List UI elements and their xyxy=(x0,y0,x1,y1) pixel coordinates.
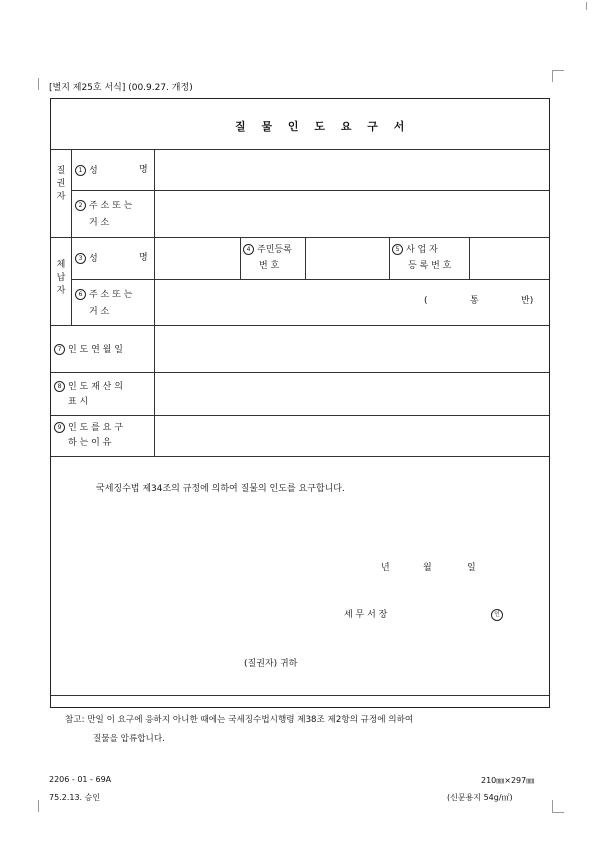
rule-reason xyxy=(51,456,549,457)
debtor-address-label-2: 거 소 xyxy=(89,307,110,317)
crop-mark-bottom-right-v xyxy=(552,800,553,812)
creditor-address-label-2: 거 소 xyxy=(89,218,110,228)
crop-mark-corner xyxy=(586,2,587,10)
reason-label-2: 하 는 이 유 xyxy=(68,438,112,448)
debtor-business-label-2: 등 록 번 호 xyxy=(408,261,452,271)
debtor-address-field[interactable] xyxy=(155,280,548,324)
form-title: 질 물 인 도 요 구 서 xyxy=(235,120,411,133)
form-code: 2206 - 01 - 69A xyxy=(49,775,112,784)
circled-number: 3 xyxy=(75,253,86,264)
request-statement: 국세징수법 제34조의 규정에 의하여 질물의 인도를 요구합니다. xyxy=(96,484,345,494)
reason-field[interactable] xyxy=(155,416,548,455)
seal-mark xyxy=(491,609,503,621)
creditor-name-field[interactable] xyxy=(155,150,548,189)
recipient-line: (질권자) 귀하 xyxy=(244,659,298,669)
crop-mark-top-left xyxy=(38,78,39,90)
tax-office-head: 세 무 서 장 xyxy=(344,610,388,620)
date-day: 일 xyxy=(467,563,476,573)
col-group xyxy=(71,149,72,325)
creditor-address-field[interactable] xyxy=(155,191,548,236)
circled-number: 1 xyxy=(75,165,86,176)
circled-number: 7 xyxy=(54,344,65,355)
crop-mark-bottom-left xyxy=(38,800,39,812)
circled-number: 6 xyxy=(75,289,86,300)
rule-note xyxy=(51,695,549,696)
debtor-name-label: 3 성 xyxy=(75,253,98,264)
debtor-resident-label-2: 번 호 xyxy=(259,261,280,271)
phone-mid: 통 xyxy=(470,296,479,306)
note-line-1: 참고: 만일 이 요구에 응하지 아니한 때에는 국세징수법시행령 제38조 제2항의 규정에 의하여 xyxy=(65,715,414,725)
crop-mark-top-right xyxy=(552,70,564,71)
creditor-name-label: 1 성 xyxy=(75,165,98,176)
seal-icon: 인 xyxy=(491,609,503,621)
debtor-address-label: 6 주 소 또 는 xyxy=(75,289,132,300)
form-header-note: [별지 제25호 서식] (00.9.27. 개정) xyxy=(49,83,193,93)
circled-number: 9 xyxy=(54,422,65,433)
debtor-group-label: 체납자 xyxy=(56,260,66,296)
circled-number: 8 xyxy=(54,381,65,392)
creditor-group-label: 질권자 xyxy=(56,166,66,202)
creditor-address-label: 2 주 소 또 는 xyxy=(75,200,132,211)
crop-mark-bottom-right xyxy=(552,812,564,813)
paper-size: 210㎜×297㎜ xyxy=(481,776,535,785)
debtor-resident-label: 4 주민등록 xyxy=(243,244,292,255)
debtor-business-label: 5 사 업 자 xyxy=(392,244,438,255)
circled-number: 2 xyxy=(75,200,86,211)
property-label: 8 인 도 재 산 의 xyxy=(54,381,123,392)
debtor-business-field[interactable] xyxy=(470,238,548,278)
approval-date: 75.2.13. 승인 xyxy=(49,793,101,802)
date-year: 년 xyxy=(381,563,390,573)
paper-spec: (신문용지 54g/㎡) xyxy=(447,793,513,802)
property-field[interactable] xyxy=(155,373,548,414)
crop-mark-top-right-v xyxy=(552,70,553,82)
property-label-2: 표 시 xyxy=(68,397,89,407)
debtor-name-field[interactable] xyxy=(155,238,239,278)
col-business-label xyxy=(389,237,390,279)
delivery-date-label: 7 인 도 연 월 일 xyxy=(54,344,123,355)
circled-number: 5 xyxy=(392,244,403,255)
request-form xyxy=(50,98,550,744)
creditor-name-label-end: 명 xyxy=(139,165,148,175)
phone-open: ( xyxy=(424,296,428,306)
note-line-2: 질물을 압류합니다. xyxy=(93,734,165,744)
delivery-date-field[interactable] xyxy=(155,326,548,371)
reason-label: 9 인 도 를 요 구 xyxy=(54,422,123,433)
debtor-resident-field[interactable] xyxy=(306,238,388,278)
debtor-name-label-end: 명 xyxy=(139,253,148,263)
circled-number: 4 xyxy=(243,244,254,255)
phone-close: 반) xyxy=(521,296,534,306)
date-month: 월 xyxy=(423,563,432,573)
col-resident-label xyxy=(240,237,241,279)
